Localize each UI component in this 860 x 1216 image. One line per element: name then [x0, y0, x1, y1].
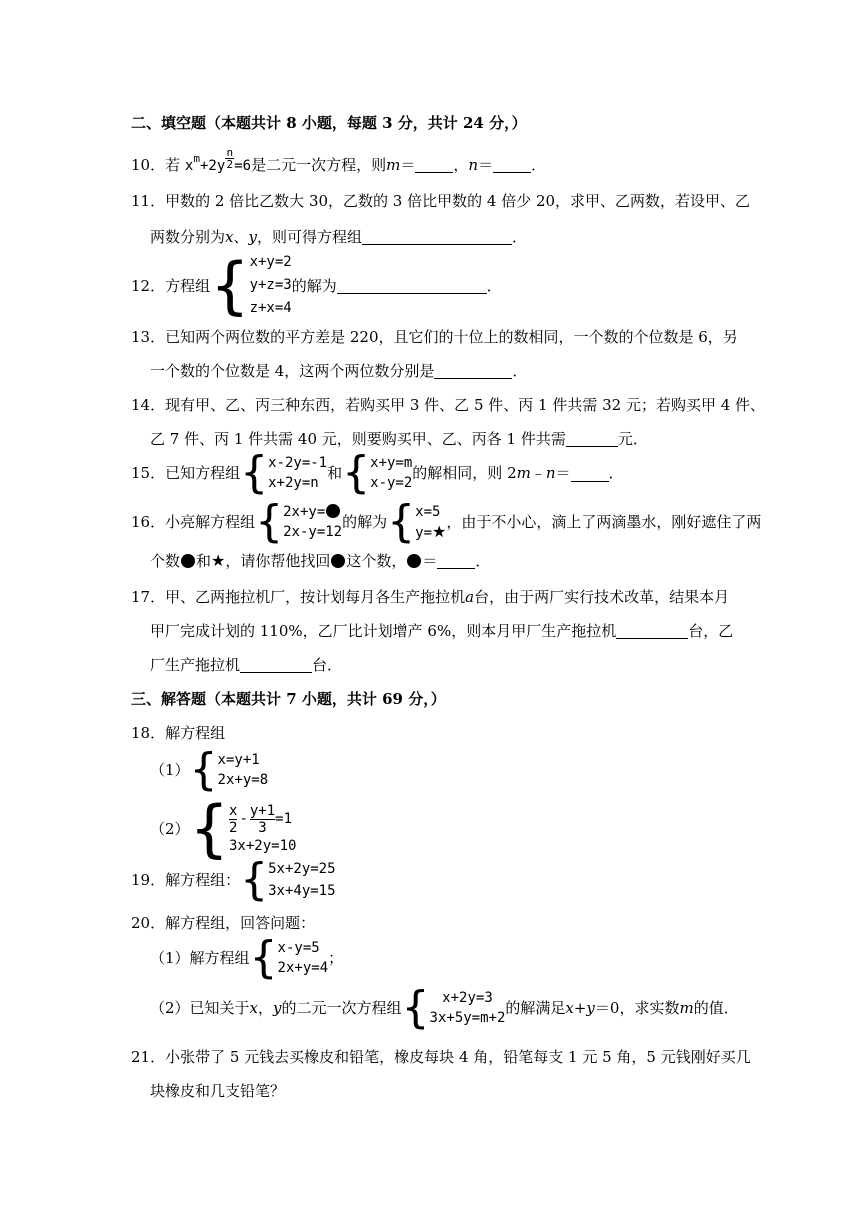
question-number: 10．: [131, 156, 166, 174]
question-17: 17．甲、乙两拖拉机厂，按计划每月各生产拖拉机a台，由于两厂实行技术改革，结果本月: [131, 588, 730, 606]
answer-blank[interactable]: [240, 656, 312, 673]
answer-blank[interactable]: [616, 622, 688, 639]
question-17-line-3: 厂生产拖拉机 台．: [150, 656, 343, 674]
answer-blank[interactable]: [362, 228, 512, 245]
answer-blank[interactable]: [337, 277, 487, 294]
question-12: 12．方程组 { x+y=2 y+z=3 z+x=4 的解为 ．: [131, 248, 502, 322]
section-2-heading: 二、填空题（本题共计 8 小题，每题 3 分，共计 24 分，）: [131, 114, 527, 132]
answer-blank[interactable]: [493, 156, 531, 173]
answer-blank[interactable]: [434, 362, 512, 379]
answer-blank[interactable]: [571, 465, 609, 482]
question-18-part-2: （2） { $\frac{x}{2}$ - $\frac{y+1}{3}$ =1 3x+2y=10: [150, 792, 297, 865]
section-3-heading: 三、解答题（本题共计 7 小题，共计 69 分，）: [131, 690, 446, 708]
question-10: 10．若 $x^m+2y$ $\frac{n}{2}$ =6是二元一次方程，则m＝ ，n＝ ．: [131, 146, 547, 174]
equation-system-18-2: { $\frac{x}{2}$ - $\frac{y+1}{3}$ =1 3x+2y=10: [189, 792, 297, 865]
question-13: 13．已知两个两位数的平方差是 220，且它们的十位上的数相同，一个数的个位数是 6，另: [131, 328, 738, 346]
question-18-part-1: （1） { x=y+1 2x+y=8: [150, 744, 269, 795]
equation-system-12: { x+y=2 y+z=3 z+x=4: [210, 248, 292, 322]
question-16: 16．小亮解方程组 { 2x+y= 2x-y=12 的解为 { x=5 y=★ ，由于不小心，滴上了两滴墨水，刚好遮住了两: [131, 496, 762, 547]
equation-system-15a: { x-2y=-1 x+2y=n: [240, 447, 328, 498]
answer-blank[interactable]: [437, 552, 475, 569]
equation-10: $x^m+2y$ $\frac{n}{2}$ =6: [184, 146, 252, 174]
question-20-part-1: （1）解方程组 { x-y=5 2x+y=4 ；: [150, 932, 344, 983]
equation-system-16a: { 2x+y= 2x-y=12: [255, 496, 343, 547]
answer-blank[interactable]: [566, 430, 618, 447]
question-14: 14．现有甲、乙、丙三种东西，若购买甲 3 件、乙 5 件、丙 1 件共需 32 元；若购买甲 4 件、: [131, 396, 766, 414]
question-21-line-2: 块橡皮和几支铅笔？: [150, 1082, 286, 1100]
question-18: 18．解方程组: [131, 724, 226, 742]
ink-dot-icon: [326, 504, 340, 518]
question-13-line-2: 一个数的个位数是 4，这两个两位数分别是 ．: [150, 362, 528, 380]
question-14-line-2: 乙 7 件、丙 1 件共需 40 元，则要购买甲、乙、丙各 1 件共需 元．: [150, 430, 648, 448]
question-16-line-2: 个数 和★，请你帮他找回 这个数， ＝ ．: [150, 551, 491, 570]
question-21: 21．小张带了 5 元钱去买橡皮和铅笔，橡皮每块 4 角，铅笔每支 1 元 5 角，5 元钱刚好买几: [131, 1048, 751, 1066]
equation-system-16b: { x=5 y=★: [387, 496, 447, 547]
star-icon: ★: [211, 551, 226, 570]
question-11-line-2: 两数分别为x、y，则可得方程组 ．: [150, 228, 528, 246]
question-19: 19．解方程组： { 5x+2y=25 3x+4y=15: [131, 854, 336, 905]
equation-system-20-1: { x-y=5 2x+y=4: [249, 932, 329, 983]
equation-system-19: { 5x+2y=25 3x+4y=15: [240, 854, 336, 905]
ink-dot-icon: [407, 554, 421, 568]
ink-dot-icon: [181, 554, 195, 568]
equation-system-18-1: { x=y+1 2x+y=8: [189, 744, 269, 795]
ink-dot-icon: [331, 554, 345, 568]
equation-system-15b: { x+y=m x-y=2: [342, 447, 413, 498]
question-11: 11．甲数的 2 倍比乙数大 30，乙数的 3 倍比甲数的 4 倍少 20，求甲、乙两数，若设甲、乙: [131, 192, 751, 210]
equation-system-20-2: { x+2y=3 3x+5y=m+2: [401, 982, 506, 1033]
question-17-line-2: 甲厂完成计划的 110%，乙厂比计划增产 6%，则本月甲厂生产拖拉机 台，乙: [150, 622, 734, 640]
question-20: 20．解方程组，回答问题：: [131, 914, 316, 932]
question-15: 15．已知方程组 { x-2y=-1 x+2y=n 和 { x+y=m x-y=2 的解相同，则 2m﹣n＝ ．: [131, 447, 624, 498]
question-20-part-2: （2）已知关于x，y的二元一次方程组 { x+2y=3 3x+5y=m+2 的解满足x+y＝0，求实数m的值．: [150, 982, 739, 1033]
star-icon: ★: [432, 521, 447, 541]
answer-blank[interactable]: [415, 156, 453, 173]
